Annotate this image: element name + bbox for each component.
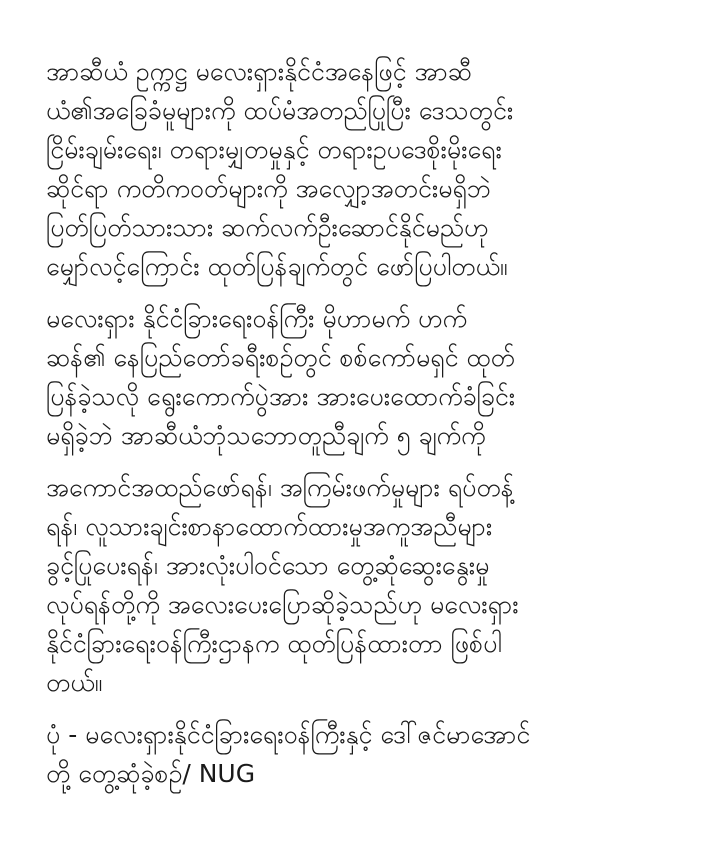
article-line: မျှော်လင့်ကြောင်း ထုတ်ပြန်ချက်တွင် ဖော်ပြပါတယ်။ (46, 252, 508, 281)
article-line: ပြန်ခဲ့သလို ရွေးကောက်ပွဲအား အားပေးထောက်ခံခြင်း (46, 382, 516, 411)
article-line: ပြတ်ပြတ်သားသား ဆက်လက်ဦးဆောင်နိုင်မည်ဟု (46, 213, 489, 242)
article-line: မရှိခဲ့ဘဲ အာဆီယံဘုံသဘောတူညီချက် ၅ ချက်ကို (46, 421, 486, 450)
article-line: နိုင်ငံခြားရေးဝန်ကြီးဌာနက ထုတ်ပြန်ထားတာ ဖြစ်ပါ (46, 629, 502, 658)
photo-caption-line: တို့ တွေ့ဆုံခဲ့စဉ်/ NUG (46, 759, 256, 788)
article-line: ငြိမ်းချမ်းရေး၊ တရားမျှတမှုနှင့် တရားဥပဒေစိုးမိုးရေး (46, 135, 502, 164)
article-line: ခွင့်ပြုပေးရန်၊ အားလုံးပါဝင်သော တွေ့ဆုံဆွေးနွေးမှု (46, 551, 490, 580)
article-line: ဆိုင်ရာ ကတိကဝတ်များကို အလျှော့အတင်းမရှိဘဲ (46, 174, 491, 203)
article-line: အကောင်အထည်ဖော်ရန်၊ အကြမ်းဖက်မှုများ ရပ်တန့် (46, 473, 514, 502)
article-line: လုပ်ရန်တို့ကို အလေးပေးပြောဆိုခဲ့သည်ဟု မလေးရှား (46, 590, 519, 619)
article-line: တယ်။ (46, 668, 103, 697)
article-line: ယံ၏အခြေခံမူများကို ထပ်မံအတည်ပြုပြီး ဒေသတွင်း (46, 96, 514, 125)
article-line: မလေးရှား နိုင်ငံခြားရေးဝန်ကြီး မိုဟာမက် ဟက် (46, 304, 467, 333)
photo-caption-line: ပုံ - မလေးရှားနိုင်ငံခြားရေးဝန်ကြီးနှင့် ဒေါ်ဇင်မာအောင် (46, 720, 531, 749)
article-line: ရန်၊ လူသားချင်းစာနာထောက်ထားမှုအကူအညီများ (46, 512, 493, 541)
article-line: အာဆီယံ ဥက္ကဋ္ဌ မလေးရှားနိုင်ငံအနေဖြင့် အာဆီ (46, 57, 472, 86)
article-line: ဆန်၏ နေပြည်တော်ခရီးစဉ်တွင် စစ်ကော်မရှင် ထုတ် (46, 343, 515, 372)
